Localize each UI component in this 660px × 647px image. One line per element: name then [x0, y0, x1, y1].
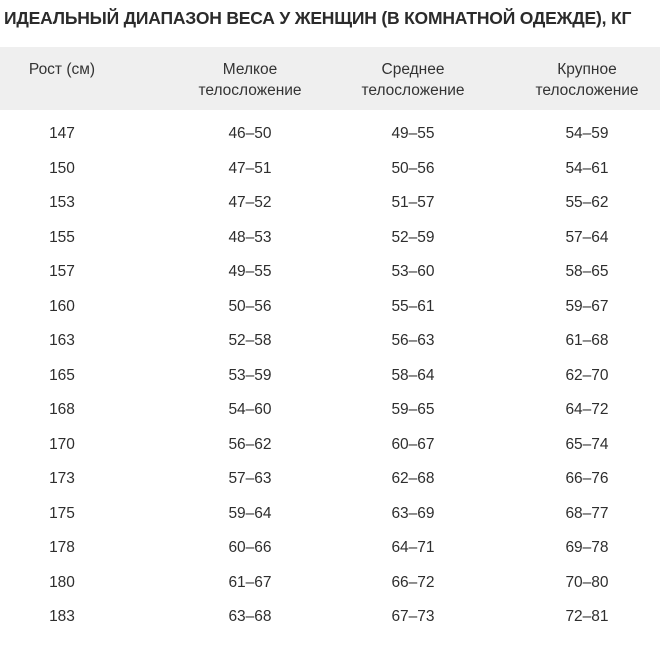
table-row	[0, 531, 660, 566]
small-frame-cell: 49–55	[228, 263, 272, 280]
medium-frame-cell: 50–56	[391, 159, 435, 177]
header-medium-frame	[333, 59, 493, 101]
large-frame-cell: 65–74	[565, 435, 609, 453]
small-frame-cell: 46–50	[228, 125, 272, 142]
height-cell: 168	[49, 401, 75, 418]
large-frame-cell: 64–72	[565, 401, 609, 418]
medium-frame-cell: 55–61	[391, 297, 435, 315]
height-cell: 180	[49, 573, 75, 591]
height-cell: 155	[49, 228, 75, 246]
medium-frame-cell: 62–68	[391, 470, 435, 487]
small-frame-cell: 50–56	[228, 297, 272, 315]
small-frame-cell: 60–66	[228, 539, 272, 556]
large-frame-cell: 55–62	[565, 194, 609, 211]
small-frame-cell: 61–67	[228, 573, 272, 591]
table-header	[0, 47, 660, 110]
small-frame-cell: 59–64	[228, 504, 272, 522]
small-frame-cell: 52–58	[228, 332, 272, 349]
medium-frame-cell: 59–65	[391, 401, 435, 418]
table-body	[0, 117, 660, 635]
small-frame-cell: 56–62	[228, 435, 272, 453]
height-cell: 163	[49, 332, 75, 349]
height-cell: 147	[49, 125, 75, 142]
table-row	[0, 186, 660, 221]
small-frame-cell: 57–63	[228, 470, 272, 487]
large-frame-cell: 62–70	[565, 366, 609, 384]
medium-frame-cell: 63–69	[391, 504, 435, 522]
medium-frame-cell: 49–55	[391, 125, 435, 142]
table-row	[0, 359, 660, 394]
table-row	[0, 600, 660, 635]
height-cell: 150	[49, 159, 75, 177]
header-small-frame	[170, 59, 330, 101]
small-frame-cell: 63–68	[228, 608, 272, 625]
medium-frame-cell: 64–71	[391, 539, 435, 556]
large-frame-cell: 54–61	[565, 159, 609, 177]
large-frame-cell: 69–78	[565, 539, 609, 556]
medium-frame-cell: 67–73	[391, 608, 435, 625]
header-height-label: Рост (см)	[28, 61, 96, 78]
height-cell: 175	[49, 504, 75, 522]
table-row	[0, 324, 660, 359]
header-small-frame-line2: телосложение	[198, 82, 302, 99]
table-row	[0, 428, 660, 463]
large-frame-cell: 61–68	[565, 332, 609, 349]
small-frame-cell: 53–59	[228, 366, 272, 384]
header-medium-frame-line1: Среднее	[381, 61, 445, 78]
table-row	[0, 255, 660, 290]
medium-frame-cell: 60–67	[391, 435, 435, 453]
small-frame-cell: 54–60	[228, 401, 272, 418]
table-row	[0, 290, 660, 325]
height-cell: 165	[49, 366, 75, 384]
page-title: ИДЕАЛЬНЫЙ ДИАПАЗОН ВЕСА У ЖЕНЩИН (В КОМНАТНОЙ ОДЕЖДЕ), КГ	[4, 8, 632, 28]
height-cell: 183	[49, 608, 75, 625]
large-frame-cell: 59–67	[565, 297, 609, 315]
small-frame-cell: 47–52	[228, 194, 272, 211]
large-frame-cell: 72–81	[565, 608, 609, 625]
height-cell: 160	[49, 297, 75, 315]
large-frame-cell: 66–76	[565, 470, 609, 487]
table-row	[0, 152, 660, 187]
header-medium-frame-line2: телосложение	[361, 82, 465, 99]
table-row	[0, 462, 660, 497]
header-small-frame-line1: Мелкое	[222, 61, 278, 78]
medium-frame-cell: 51–57	[391, 194, 435, 211]
large-frame-cell: 54–59	[565, 125, 609, 142]
medium-frame-cell: 56–63	[391, 332, 435, 349]
table-row	[0, 566, 660, 601]
header-height	[20, 59, 104, 80]
height-cell: 170	[49, 435, 75, 453]
table-row	[0, 497, 660, 532]
height-cell: 157	[49, 263, 75, 280]
height-cell: 173	[49, 470, 75, 487]
medium-frame-cell: 58–64	[391, 366, 435, 384]
large-frame-cell: 57–64	[565, 228, 609, 246]
large-frame-cell: 58–65	[565, 263, 609, 280]
height-cell: 178	[49, 539, 75, 556]
table-row	[0, 117, 660, 152]
small-frame-cell: 48–53	[228, 228, 272, 246]
header-large-frame-line2: телосложение	[535, 82, 639, 99]
table-row	[0, 221, 660, 256]
header-large-frame	[507, 59, 660, 101]
table-row	[0, 393, 660, 428]
large-frame-cell: 70–80	[565, 573, 609, 591]
medium-frame-cell: 66–72	[391, 573, 435, 591]
medium-frame-cell: 53–60	[391, 263, 435, 280]
header-large-frame-line1: Крупное	[557, 61, 617, 78]
large-frame-cell: 68–77	[565, 504, 609, 522]
small-frame-cell: 47–51	[228, 159, 272, 177]
medium-frame-cell: 52–59	[391, 228, 435, 246]
height-cell: 153	[49, 194, 75, 211]
